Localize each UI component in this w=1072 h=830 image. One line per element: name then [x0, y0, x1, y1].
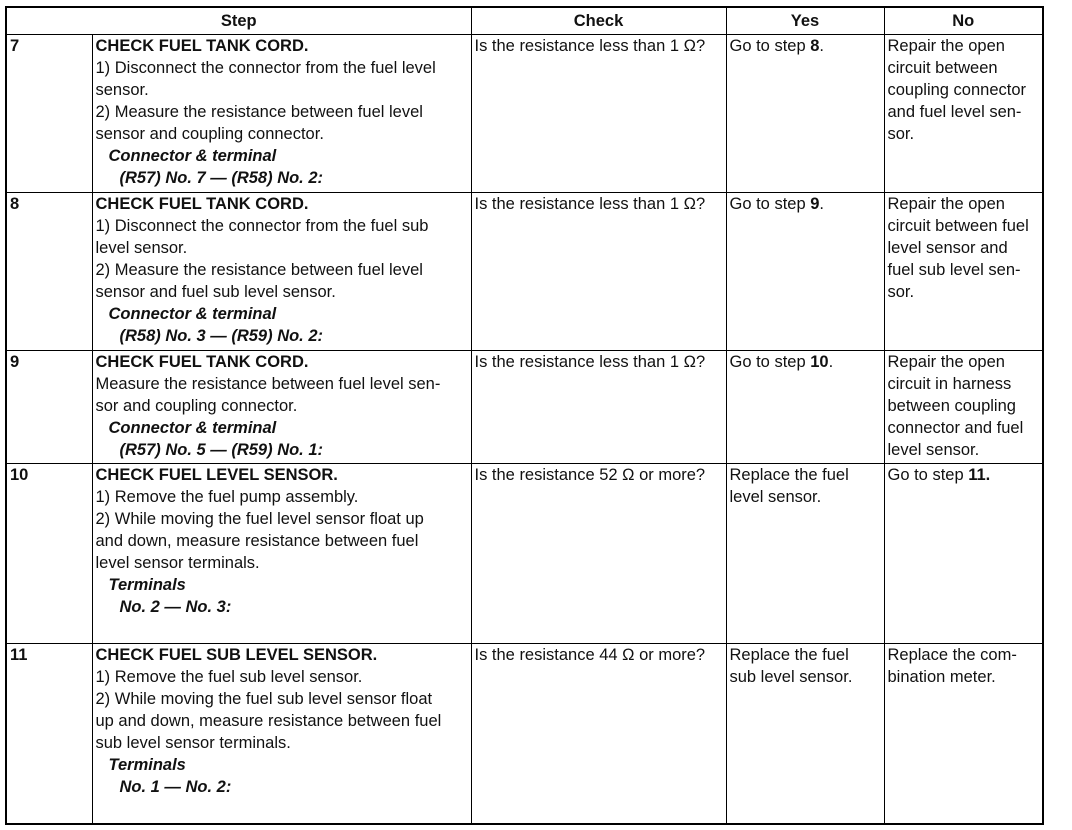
check-cell: Is the resistance less than 1 Ω? — [471, 193, 726, 351]
yes-line: Replace the fuel — [729, 466, 849, 484]
table-row — [6, 644, 1043, 824]
yes-cell — [726, 193, 884, 351]
no-line: bination meter. — [887, 668, 996, 686]
yes-step-ref: 8 — [810, 37, 820, 55]
spec-value: No. 2 — No. 3: — [119, 598, 232, 616]
no-cell — [884, 644, 1043, 824]
step-number: 11 — [6, 644, 92, 824]
spec-value: (R57) No. 7 — (R58) No. 2: — [119, 169, 324, 187]
table-row — [6, 35, 1043, 193]
spec-label: Terminals — [108, 576, 186, 594]
no-line: circuit between — [887, 59, 998, 77]
yes-suffix: . — [819, 37, 824, 55]
no-line: sor. — [887, 283, 915, 301]
yes-cell — [726, 35, 884, 193]
step-number: 9 — [6, 351, 92, 464]
spec-label: Connector & terminal — [108, 419, 277, 437]
step-title: CHECK FUEL TANK CORD. — [95, 195, 309, 213]
step-line: 2) Measure the resistance between fuel level — [95, 261, 423, 279]
step-line: sub level sensor terminals. — [95, 734, 291, 752]
no-text: Go to step — [887, 466, 969, 484]
spec-label: Connector & terminal — [108, 305, 277, 323]
no-line: Repair the open — [887, 37, 1005, 55]
no-line: circuit in harness — [887, 375, 1012, 393]
yes-cell — [726, 644, 884, 824]
no-cell — [884, 193, 1043, 351]
step-description — [92, 193, 471, 351]
spec-label: Terminals — [108, 756, 186, 774]
no-line: and fuel level sen- — [887, 103, 1022, 121]
yes-text: Go to step — [729, 195, 811, 213]
no-line: sor. — [887, 125, 915, 143]
spec-value: (R58) No. 3 — (R59) No. 2: — [119, 327, 324, 345]
step-line: 1) Remove the fuel sub level sensor. — [95, 668, 363, 686]
step-line: 1) Remove the fuel pump assembly. — [95, 488, 359, 506]
no-line: level sensor. — [887, 441, 980, 459]
check-cell: Is the resistance less than 1 Ω? — [471, 351, 726, 464]
header-no: No — [884, 7, 1043, 35]
header-check: Check — [471, 7, 726, 35]
step-line: 1) Disconnect the connector from the fuel sub — [95, 217, 429, 235]
step-description — [92, 35, 471, 193]
no-line: connector and fuel — [887, 419, 1024, 437]
check-cell: Is the resistance 52 Ω or more? — [471, 464, 726, 644]
step-line: 1) Disconnect the connector from the fuel level — [95, 59, 436, 77]
step-title: CHECK FUEL LEVEL SENSOR. — [95, 466, 338, 484]
table-row — [6, 193, 1043, 351]
step-title: CHECK FUEL TANK CORD. — [95, 353, 309, 371]
step-line: 2) While moving the fuel sub level sensor float — [95, 690, 433, 708]
spec-value: (R57) No. 5 — (R59) No. 1: — [119, 441, 324, 459]
step-number: 10 — [6, 464, 92, 644]
step-line: sensor and fuel sub level sensor. — [95, 283, 336, 301]
no-line: Repair the open — [887, 353, 1005, 371]
step-description — [92, 351, 471, 464]
step-line: sor and coupling connector. — [95, 397, 298, 415]
step-line: sensor and coupling connector. — [95, 125, 324, 143]
yes-suffix: . — [819, 195, 824, 213]
step-line: sensor. — [95, 81, 149, 99]
spec-value: No. 1 — No. 2: — [119, 778, 232, 796]
step-line: 2) While moving the fuel level sensor float up — [95, 510, 424, 528]
step-line: Measure the resistance between fuel level sen- — [95, 375, 441, 393]
yes-step-ref: 10 — [810, 353, 829, 371]
step-title: CHECK FUEL SUB LEVEL SENSOR. — [95, 646, 378, 664]
step-number: 8 — [6, 193, 92, 351]
no-line: level sensor and — [887, 239, 1008, 257]
no-line: fuel sub level sen- — [887, 261, 1021, 279]
yes-line: Replace the fuel — [729, 646, 849, 664]
table-header-row — [6, 7, 1043, 35]
no-line: Replace the com- — [887, 646, 1017, 664]
yes-text: Go to step — [729, 37, 811, 55]
yes-text: Go to step — [729, 353, 811, 371]
step-title: CHECK FUEL TANK CORD. — [95, 37, 309, 55]
yes-line: sub level sensor. — [729, 668, 853, 686]
no-line: coupling connector — [887, 81, 1027, 99]
yes-cell — [726, 351, 884, 464]
step-line: and down, measure resistance between fuel — [95, 532, 419, 550]
yes-suffix: . — [828, 353, 834, 371]
step-number: 7 — [6, 35, 92, 193]
yes-cell — [726, 464, 884, 644]
step-line: 2) Measure the resistance between fuel level — [95, 103, 423, 121]
step-line: level sensor. — [95, 239, 188, 257]
no-line: between coupling — [887, 397, 1016, 415]
spec-label: Connector & terminal — [108, 147, 277, 165]
no-cell — [884, 464, 1043, 644]
step-line: level sensor terminals. — [95, 554, 260, 572]
step-description — [92, 644, 471, 824]
no-line: circuit between fuel — [887, 217, 1029, 235]
step-description — [92, 464, 471, 644]
no-line: Repair the open — [887, 195, 1005, 213]
header-step: Step — [6, 7, 471, 35]
diagnostic-table — [5, 6, 1044, 825]
yes-step-ref: 9 — [810, 195, 820, 213]
no-cell — [884, 35, 1043, 193]
table-row — [6, 464, 1043, 644]
no-step-ref: 11. — [968, 466, 991, 484]
table-row — [6, 351, 1043, 464]
check-cell: Is the resistance less than 1 Ω? — [471, 35, 726, 193]
check-cell: Is the resistance 44 Ω or more? — [471, 644, 726, 824]
header-yes: Yes — [726, 7, 884, 35]
yes-line: level sensor. — [729, 488, 822, 506]
step-line: up and down, measure resistance between fuel — [95, 712, 442, 730]
no-cell — [884, 351, 1043, 464]
